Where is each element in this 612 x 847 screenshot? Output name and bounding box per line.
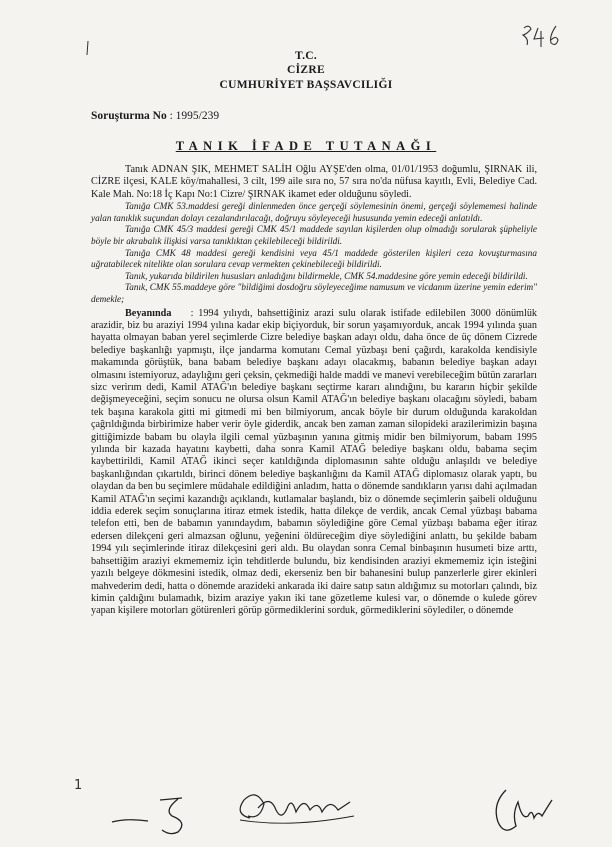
document-body: [91, 164, 537, 618]
witness-signature: [108, 788, 218, 838]
investigation-number: [91, 110, 219, 122]
legal-note: Tanığa CMK 53.maddesi gereği dinlenmeden önce gerçeği söylemesinin önemi, gerçeği söylememesi halinde yalan tanıklık suçundan dolayı cezalandırılacağı, doğruyu söyleyeceği hususunda yemin edeceği anlatıldı.: [91, 201, 537, 223]
header-tc: T.C.: [294, 50, 318, 62]
header-office: CUMHURİYET BAŞSAVCILIĞI: [219, 79, 393, 91]
prosecutor-signature: [230, 786, 370, 830]
legal-note: Tanığa CMK 45/3 maddesi gereği CMK 45/1 maddede sayılan kişilerden olup olmadığı sorularak şüpheliyle böyle bir akrabalık ilişkisi varsa tanıklıktan çekilebileceği bildirildi.: [91, 224, 537, 246]
document-title: TANIK İFADE TUTANAĞI: [175, 139, 437, 153]
witness-intro: Tanık ADNAN ŞIK, MEHMET SALİH Oğlu AYŞE'den olma, 01/01/1953 doğumlu, ŞIRNAK ili, CİZRE ilçesi, KALE köy/mahallesi, 3 cilt, 199 aile sıra no, 57 sıra no'da nüfusa kayıtlı, Evli, Belediye Cad. Kale Mah. No:18 İç Kapı No:1 Cizre/ ŞIRNAK ikamet eder olduğunu söyledi.: [91, 164, 537, 200]
handwritten-page-number: [520, 22, 568, 50]
legal-note: Tanığa CMK 48 maddesi gereği kendisini veya 45/1 maddede gösterilen kişileri ceza kovuşturmasına uğratabilecek nitelikte olan sorulara cevap vermekten çekinebileceği bildirildi.: [91, 247, 537, 270]
statement-paragraph: [91, 308, 537, 618]
header-city: CİZRE: [287, 64, 325, 76]
clerk-signature: [488, 780, 558, 844]
margin-mark: 1: [74, 778, 83, 793]
legal-note: Tanık, yukarıda bildirilen hususları anladığını bildirmekle, CMK 54.maddesine göre yemin edeceği bildirildi.: [125, 270, 528, 281]
investigation-label: Soruşturma No: [91, 110, 167, 122]
statement-text: : 1994 yılıydı, bahsettiğiniz arazi sulu olarak istifade edilebilen 3000 dönümlük arazidir, biz bu araziyi 1994 yılına kadar ekip biçiyorduk, bir sorun yaşamıyorduk, ancak 1994 yılında şuan hayatta olmayan baban yerel seçimlerde Cizre belediye başkan adayı oldu, daha önce de üç dönem Cizrede belediye başkanlığı yapmıştı, ilçe jandarma komutanı Cemal yüzbaşı beni çağırdı, karakolda kendisiyle makamında görüştük, bana babam belediye başkanı adayı olacakmış, babanın belediye başkan adayı olmasını istemiyoruz, adaylığını geri çeksin, çekmediği halde maddi ve manevi verebileceğim bütün zararları sizc verirım dedi, Kamil ATAĞ'ın belediye başkanı seçtirme kararı alındığını, bu kararın hiçbir şekilde değişmeyeceğini, seçim sonucu ne olursa olsun Kamil ATAĞ'ın belediye başkanı olacağını söyledi, babam tek başına karakola gitti mi gitmedi mi ben bilmiyorum, ancak böyle bir durum olduğunda karakoldan çağrıldığında birbirimize haber verir öyle giderdik, ancak ben zaman zaman silopideki arazilerimizin başına gittiğimizde babam bu olayla ilgili cemal yüzbaşının yanına gitmiş midir ben bilmiyorum, babam 1995 yılında bir kazada hayatını kaybetti, daha sonra Kamil ATAĞ belediye başkanı oldu, babama seçim kaybettirildi, Kamil ATAĞ ikinci seçer katıldığında diplomasının sahte olduğu anlaşıldı ve belediye başkanlığından çıkartıldı, birinci dönem belediye başkanlığını da Kamil ATAĞ diplomasız olarak yaptı, bu olaydan da ben bu seçimlere müdahale edildiğini anladım, hatta o dönemde sandıkların yarısı dahi açılmadan Kamil ATAĞ'ın seçimi kazandığı açıklandı, kutlamalar başlandı, biz o dönemde seçimlerin şaibeli olduğunu iddia ederek seçim sonuçlarına itiraz etmek istedik, hatta dilekçe de verdik, ancak Cemal yüzbaşı babama telefon etti, ben de babamın yanındaydım, babamın söylediğine göre Cemal yüzbaşı babama eğer itiraz edersen dilekçeni geri almazsan oğlunu, yeğenini öldüreceğim diye söylediğini anlattı, bu şekilde babam 1994 yılı seçimlerinde itiraz dilekçesini geri aldı. Bu olaydan sonra Cemal binbaşının husumeti bize arttı, bahsettiğim araziyi ekmememiz için tehditlerde bulundu, biz kendisinden araziyi ekmememiz için isteğini yazılı belgeye dökmesini istedik, olmaz dedi, ekerseniz ben bir bahanesini bulup panzerlerle girer ekinleri mahvederim dedi, hatta o dönemde arazideki ankarada iki daire satıp satın aldığımız su motorları çalındı, biz kimin çaldığını bulamadık, bizim araziye yakın iki tane gözetleme kulesi var, o dönemde o kulede görev yapan kişilere motorları götürenleri görüp görmediklerini sorduk, görmediklerini söylediler, o dönemde: [91, 307, 538, 617]
statement-label: Beyanında: [125, 307, 172, 319]
legal-note: Tanık, CMK 55.maddeye göre "bildiğimi dosdoğru söyleyeceğime namusum ve vicdanım üzerine yemin ederim" demekle;: [91, 282, 537, 304]
investigation-value: : 1995/239: [169, 110, 220, 122]
